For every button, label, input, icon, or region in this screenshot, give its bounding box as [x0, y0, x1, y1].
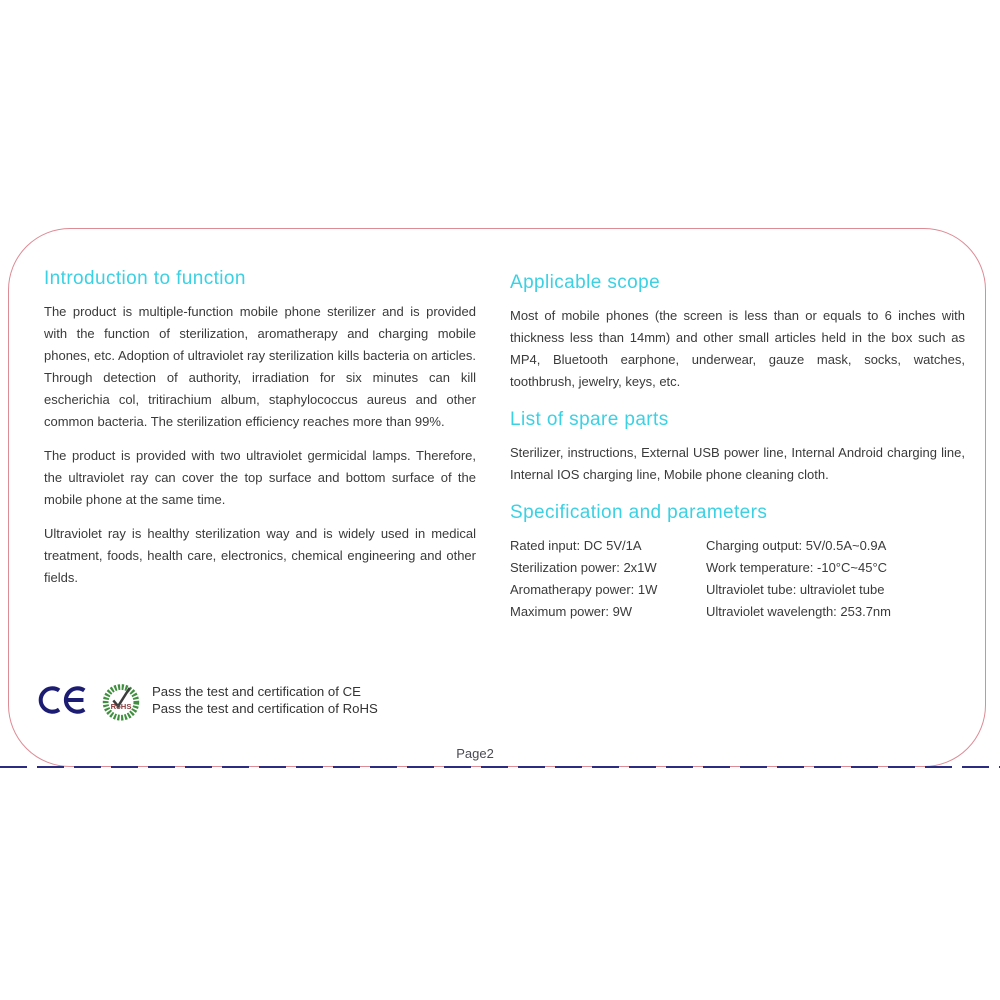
certification-footer	[38, 676, 378, 723]
page-number: Page2	[456, 746, 494, 761]
spec-maximum-power: Maximum power: 9W	[510, 604, 633, 619]
intro-paragraph-3: Ultraviolet ray is healthy sterilization way and is widely used in medical treatment, foods, health care, electronics, chemical engineering and other fields.	[44, 526, 476, 585]
ce-mark-icon	[38, 681, 92, 719]
spec-ultraviolet-wavelength: Ultraviolet wavelength: 253.7nm	[706, 604, 891, 619]
spec-rated-input: Rated input: DC 5V/1A	[510, 538, 642, 553]
certification-line-ce: Pass the test and certification of CE	[152, 683, 361, 699]
section-heading-applicable-scope: Applicable scope	[510, 272, 661, 293]
rohs-wreath-icon	[98, 676, 144, 723]
spec-grid	[510, 535, 965, 623]
left-column	[44, 268, 476, 601]
intro-paragraph-2: The product is provided with two ultraviolet germicidal lamps. Therefore, the ultraviolet ray can cover the top surface and bottom surface of the mobile phone at the same time.	[44, 448, 476, 507]
spec-work-temperature: Work temperature: -10°C~45°C	[706, 560, 888, 575]
section-heading-specification: Specification and parameters	[510, 502, 768, 523]
certification-line-rohs: Pass the test and certification of RoHS	[152, 700, 378, 716]
spec-sterilization-power: Sterilization power: 2x1W	[510, 560, 657, 575]
spec-charging-output: Charging output: 5V/0.5A~0.9A	[706, 538, 887, 553]
section-heading-spare-parts: List of spare parts	[510, 409, 669, 430]
intro-paragraph-1: The product is multiple-function mobile phone sterilizer and is provided with the function of sterilization, aromatherapy and charging mobile phones, etc. Adoption of ultraviolet ray sterilization kills bacteria on articles. Through detection of authority, irradiation for six minutes can kill escherichia col, tritirachium album, staphylococcus aureus and other common bacteria. The sterilization efficiency reaches more than 99%.	[44, 304, 476, 429]
bottom-dashed-line	[0, 766, 1000, 768]
certification-text	[152, 683, 378, 717]
right-column	[510, 272, 965, 623]
spec-aromatherapy-power: Aromatherapy power: 1W	[510, 582, 658, 597]
spec-column-right	[706, 535, 965, 623]
spec-ultraviolet-tube: Ultraviolet tube: ultraviolet tube	[706, 582, 885, 597]
spec-column-left	[510, 535, 706, 623]
section-heading-introduction: Introduction to function	[44, 268, 246, 289]
applicable-scope-body: Most of mobile phones (the screen is less than or equals to 6 inches with thickness less than 14mm) and other small articles held in the box such as MP4, Bluetooth earphone, underwear, gauze mask, socks, watches, toothbrush, jewelry, keys, etc.	[510, 308, 965, 389]
rohs-badge-label: RoHS	[110, 702, 132, 712]
spare-parts-body: Sterilizer, instructions, External USB power line, Internal Android charging line, Internal IOS charging line, Mobile phone cleaning cloth.	[510, 445, 965, 482]
